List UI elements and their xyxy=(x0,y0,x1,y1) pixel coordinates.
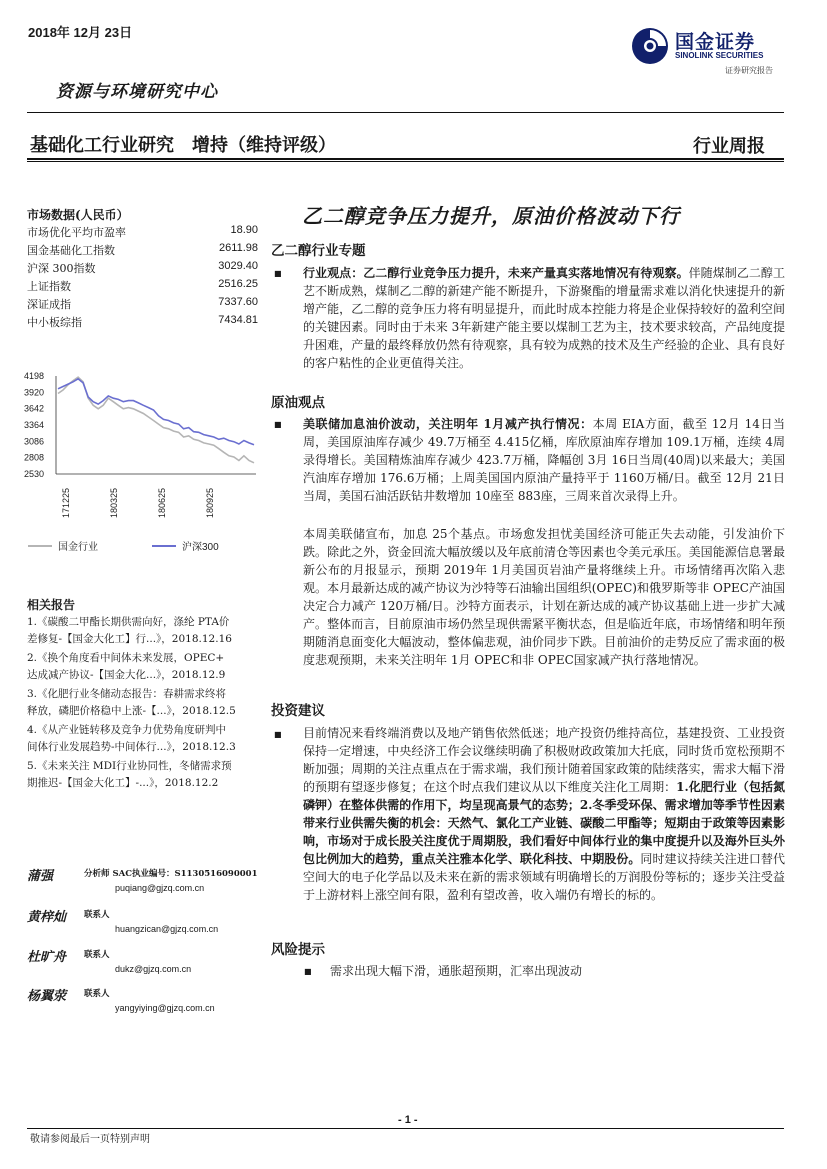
y-tick-label: 2530 xyxy=(24,469,45,479)
y-tick-label: 2808 xyxy=(24,452,45,463)
author-email[interactable]: yangyiying@gjzq.com.cn xyxy=(115,1003,215,1013)
section-heading: 乙二醇行业专题 xyxy=(271,243,366,259)
related-reports-title: 相关报告 xyxy=(27,598,76,612)
series-line-hs300 xyxy=(58,379,254,445)
research-center: 资源与环境研究中心 xyxy=(56,82,218,102)
index-line-chart xyxy=(22,368,262,563)
series-line-industry xyxy=(58,377,254,463)
bullet-icon: ■ xyxy=(274,269,282,278)
page-number: - 1 - xyxy=(398,1114,418,1126)
market-row: 上证指数 2516.25 xyxy=(27,278,258,293)
y-tick-label: 4198 xyxy=(24,371,45,381)
y-tick-label: 3642 xyxy=(24,403,45,414)
market-row: 深证成指 7337.60 xyxy=(27,296,258,311)
disclaimer: 敬请参阅最后一页特别声明 xyxy=(30,1134,150,1145)
related-report-item[interactable]: 3.《化肥行业冬储动态报告：春耕需求终将 释放，磷肥价格稳中上涨-【...》，2018.12.5 xyxy=(27,688,236,717)
report-label: 证券研究报告 xyxy=(725,66,773,75)
divider xyxy=(27,161,784,162)
y-tick-label: 3920 xyxy=(24,387,45,398)
section-heading: 投资建议 xyxy=(271,703,325,719)
section-heading: 风险提示 xyxy=(271,942,325,958)
x-tick-label: 180325 xyxy=(109,487,119,518)
market-row: 国金基础化工指数 2611.98 xyxy=(27,242,258,257)
paragraph: 美联储加息油价波动，关注明年 1月减产执行情况：本周 EIA方面，截至 12月 14日当周，美国原油库存减少 49.7万桶至 4.415亿桶，库欣原油库存增加 109.1万桶，连续 4周录得增长。美国精炼油库存减少 423.7万桶，降幅创 3月 16日当周(40周)以来最大；美国汽油库存增加 176.6万桶；上周美国国内原油产量持平于 1160万桶/日。截至 12月 21日当周，美国石油活跃钻井数增加 10座至 883座，三周来首次录得上升。 xyxy=(303,417,786,503)
divider xyxy=(27,1128,784,1129)
sinolink-logo-icon xyxy=(630,26,670,66)
market-row: 中小板综指 7434.81 xyxy=(27,314,258,329)
paragraph: 需求出现大幅下滑，通胀超预期，汇率出现波动 xyxy=(330,964,583,978)
author-email[interactable]: huangzican@gjzq.com.cn xyxy=(115,924,219,934)
legend-label: 沪深300 xyxy=(182,542,219,553)
logo-cn: 国金证券 xyxy=(675,32,756,53)
bullet-icon: ■ xyxy=(274,420,282,429)
industry-rating-line: 基础化工行业研究 增持（维持评级） xyxy=(30,135,336,155)
report-title: 乙二醇竞争压力提升，原油价格波动下行 xyxy=(302,204,680,228)
related-report-item[interactable]: 2.《换个角度看中间体未来发展，OPEC+ 达成减产协议-【国金大化...》，2018.12.9 xyxy=(27,652,226,681)
related-report-item[interactable]: 5.《未来关注 MDI行业协同性，冬储需求预 期推迟-【国金大化工】-...》，2018.12.2 xyxy=(27,760,232,789)
report-type: 行业周报 xyxy=(693,136,765,156)
divider xyxy=(27,158,784,160)
x-tick-label: 171225 xyxy=(61,487,71,518)
related-report-item[interactable]: 4.《从产业链转移及竞争力优势角度研判中 间体行业发展趋势-中间体行...》，2018.12.3 xyxy=(27,724,236,753)
legend-label: 国金行业 xyxy=(58,542,98,553)
y-tick-label: 3364 xyxy=(24,420,45,430)
section-heading: 原油观点 xyxy=(271,395,325,411)
logo-en: SINOLINK SECURITIES xyxy=(675,51,764,60)
x-tick-label: 180925 xyxy=(205,487,215,518)
x-tick-label: 180625 xyxy=(157,487,167,518)
market-row: 市场优化平均市盈率 18.90 xyxy=(27,224,258,239)
y-tick-label: 3086 xyxy=(24,436,45,447)
paragraph: 本周美联储宣布，加息 25个基点。市场愈发担忧美国经济可能正失去动能，引发油价下跌。除此之外，资金回流大幅放缓以及年底前清仓等因素也令美元承压。美国能源信息署最新公布的月报显示，预期 2019年 1月美国页岩油产量将继续上升。市场情绪再次陷入悲观。本月最新达成的减产协议为沙特等石油输出国组织(OPEC)和俄罗斯等非 OPEC产油国决定合力减产 120万桶/日。沙特方面表示，计划在新达成的减产协议基础上进一步扩大减产。整体而言，目前原油市场仍然呈现供需紧平衡状态，但是临近年底，市场情绪和明年预期随消息面变化大幅波动，整体偏悲观，油价同步下跌。目前油价的走势反应了需求面的极度悲观预期，未来关注明年 1月 OPEC和非 OPEC国家减产执行落地情况。 xyxy=(303,527,785,667)
bullet-icon: ■ xyxy=(304,967,312,976)
market-data-title: 市场数据(人民币） xyxy=(27,208,129,222)
divider xyxy=(27,112,784,113)
paragraph: 目前情况来看终端消费以及地产销售依然低迷；地产投资仍维持高位，基建投资、工业投资保持一定增速，中央经济工作会议继续明确了积极财政政策加大托底，同时货币宽松预期不断加强；周期的关注点重点在于需求端，我们预计随着国家政策的陆续落实，需求大幅下滑的预期有望逐步修复；在这个时点我们建议从以下维度关注化工周期：1.化肥行业（包括氮磷钾）在整体供需的作用下，均呈现高景气的态势；2.冬季受环保、需求增加等季节性因素带来行业供需失衡的机会：天然气、氯化工产业链、碳酸二甲酯等；短期由于政策等因素影响，市场对于成长股关注度优于周期股，我们看好中间体行业的集中度提升以及海外巨头外包比例加大的趋势，重点关注雅本化学、联化科技、中期股份。同时建议持续关注进口替代空间大的电子化学品以及未来在新的需求领域有明确增长的万润股份等标的；逐步关注受益于上游材料上涨空间有限，盈利有望改善，收入端仍有增长的标的。 xyxy=(303,726,785,902)
bullet-icon: ■ xyxy=(274,730,282,739)
market-row: 沪深 300指数 3029.40 xyxy=(27,260,258,275)
report-date: 2018年 12月 23日 xyxy=(28,25,133,40)
paragraph: 行业观点：乙二醇行业竞争压力提升，未来产量真实落地情况有待观察。伴随煤制乙二醇工艺不断成熟，煤制乙二醇的新建产能不断提升，下游聚酯的增量需求难以消化快速提升的新增产能，乙二醇的竞争压力将有明显提升，而此时成本控能力将是企业保持较好的盈利空间的关键因素。同时由于未来 3年新建产能主要以煤制工艺为主，技术要求较高，产品纯度提升困难，产量的最终释放仍然有待观察，具有较为成熟的技术及生产经验的企业、具有良好的客户粘性的企业更值得关注。 xyxy=(303,266,785,370)
author-email[interactable]: dukz@gjzq.com.cn xyxy=(115,964,192,974)
author-email[interactable]: puqiang@gjzq.com.cn xyxy=(115,883,205,893)
related-report-item[interactable]: 1.《碳酸二甲酯长期供需向好，涤纶 PTA价 差修复-【国金大化工】行...》，2018.12.16 xyxy=(27,616,232,645)
